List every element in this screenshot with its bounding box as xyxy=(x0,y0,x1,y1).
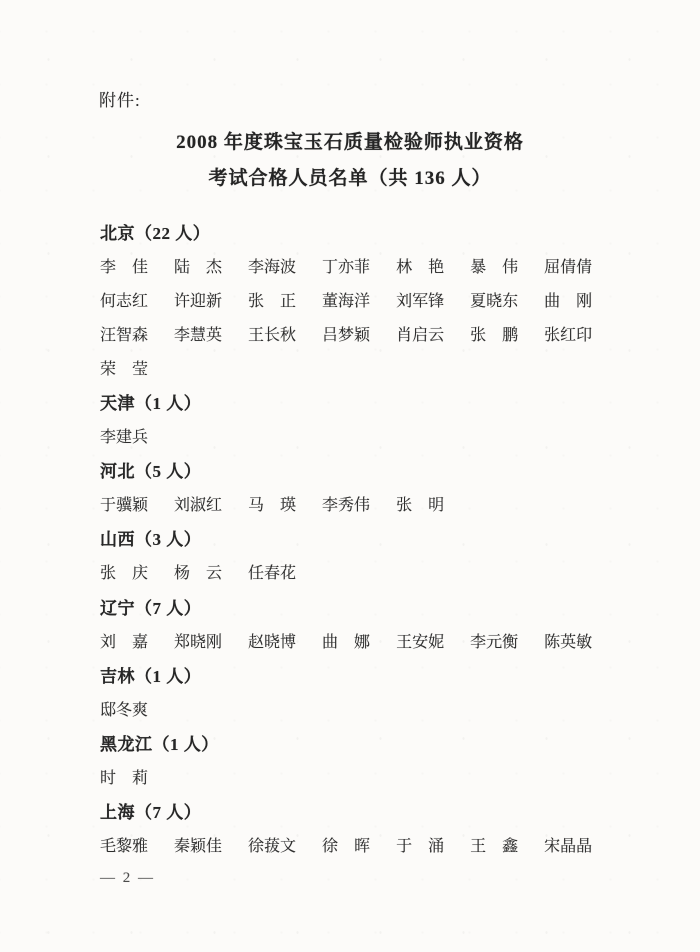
person-name: 王长秋 xyxy=(248,326,297,344)
region-header: 天津（1 人） xyxy=(100,394,202,414)
page-number: — 2 — xyxy=(100,870,155,887)
name-row xyxy=(100,828,644,862)
region-header: 河北（5 人） xyxy=(100,462,202,482)
person-name: 李 佳 xyxy=(100,258,149,276)
name-row xyxy=(100,419,644,453)
person-name: 汪智森 xyxy=(100,326,149,344)
person-name: 吕梦颖 xyxy=(322,326,371,344)
person-name: 赵晓博 xyxy=(248,633,297,651)
person-name: 张 明 xyxy=(396,497,445,515)
name-row xyxy=(100,282,644,316)
person-name: 张 庆 xyxy=(100,565,149,583)
person-name: 任春花 xyxy=(248,565,297,583)
person-name: 董海洋 xyxy=(322,292,371,310)
person-name: 暴 伟 xyxy=(470,258,519,276)
person-name: 张红印 xyxy=(544,326,593,344)
name-row xyxy=(100,691,644,725)
person-name: 李海波 xyxy=(248,258,297,276)
region-header: 黑龙江（1 人） xyxy=(100,734,219,754)
name-row xyxy=(100,555,644,589)
person-name: 丁亦菲 xyxy=(322,258,371,276)
person-name: 许迎新 xyxy=(174,292,223,310)
attachment-label: 附件: xyxy=(99,91,141,110)
person-name: 马 瑛 xyxy=(248,497,297,515)
person-name: 郑晓刚 xyxy=(174,633,223,651)
person-name: 曲 刚 xyxy=(544,292,593,310)
person-name: 陆 杰 xyxy=(174,258,223,276)
person-name: 林 艳 xyxy=(396,258,445,276)
person-name: 徐 晖 xyxy=(322,838,371,856)
person-name: 时 莉 xyxy=(100,770,149,788)
region-header: 吉林（1 人） xyxy=(100,666,202,686)
person-name: 屈倩倩 xyxy=(544,258,593,276)
name-row xyxy=(100,623,644,657)
region-header: 山西（3 人） xyxy=(100,530,202,550)
person-name: 刘军锋 xyxy=(396,292,445,310)
person-name: 于骥颖 xyxy=(100,497,149,515)
name-row xyxy=(100,487,644,521)
region-header: 上海（7 人） xyxy=(100,803,202,823)
person-name: 毛黎雅 xyxy=(100,838,149,856)
person-name: 夏晓东 xyxy=(470,292,519,310)
person-name: 杨 云 xyxy=(174,565,223,583)
person-name: 秦颖佳 xyxy=(174,838,223,856)
name-list-content xyxy=(100,214,644,896)
document-title-line-2: 考试合格人员名单（共 136 人） xyxy=(208,168,492,189)
person-name: 肖启云 xyxy=(396,326,445,344)
person-name: 邸冬爽 xyxy=(100,701,149,719)
person-name: 荣 莹 xyxy=(100,360,149,378)
region-header: 北京（22 人） xyxy=(100,223,211,243)
person-name: 刘淑红 xyxy=(174,497,223,515)
name-row xyxy=(100,316,644,350)
person-name: 于 涌 xyxy=(396,838,445,856)
person-name: 宋晶晶 xyxy=(544,838,593,856)
person-name: 曲 娜 xyxy=(322,633,371,651)
document-title-line-1: 2008 年度珠宝玉石质量检验师执业资格 xyxy=(176,132,524,153)
person-name: 徐菝文 xyxy=(248,838,297,856)
person-name: 王 鑫 xyxy=(470,838,519,856)
person-name: 陈英敏 xyxy=(544,633,593,651)
person-name: 刘 嘉 xyxy=(100,633,149,651)
person-name: 王安妮 xyxy=(396,633,445,651)
person-name: 李秀伟 xyxy=(322,497,371,515)
name-list xyxy=(100,214,644,862)
name-row xyxy=(100,350,644,384)
name-row xyxy=(100,248,644,282)
person-name: 李建兵 xyxy=(100,429,149,447)
name-row xyxy=(100,760,644,794)
person-name: 何志红 xyxy=(100,292,149,310)
region-header: 辽宁（7 人） xyxy=(100,598,202,618)
person-name: 李慧英 xyxy=(174,326,223,344)
person-name: 张 鹏 xyxy=(470,326,519,344)
person-name: 张 正 xyxy=(248,292,297,310)
person-name: 李元衡 xyxy=(470,633,519,651)
